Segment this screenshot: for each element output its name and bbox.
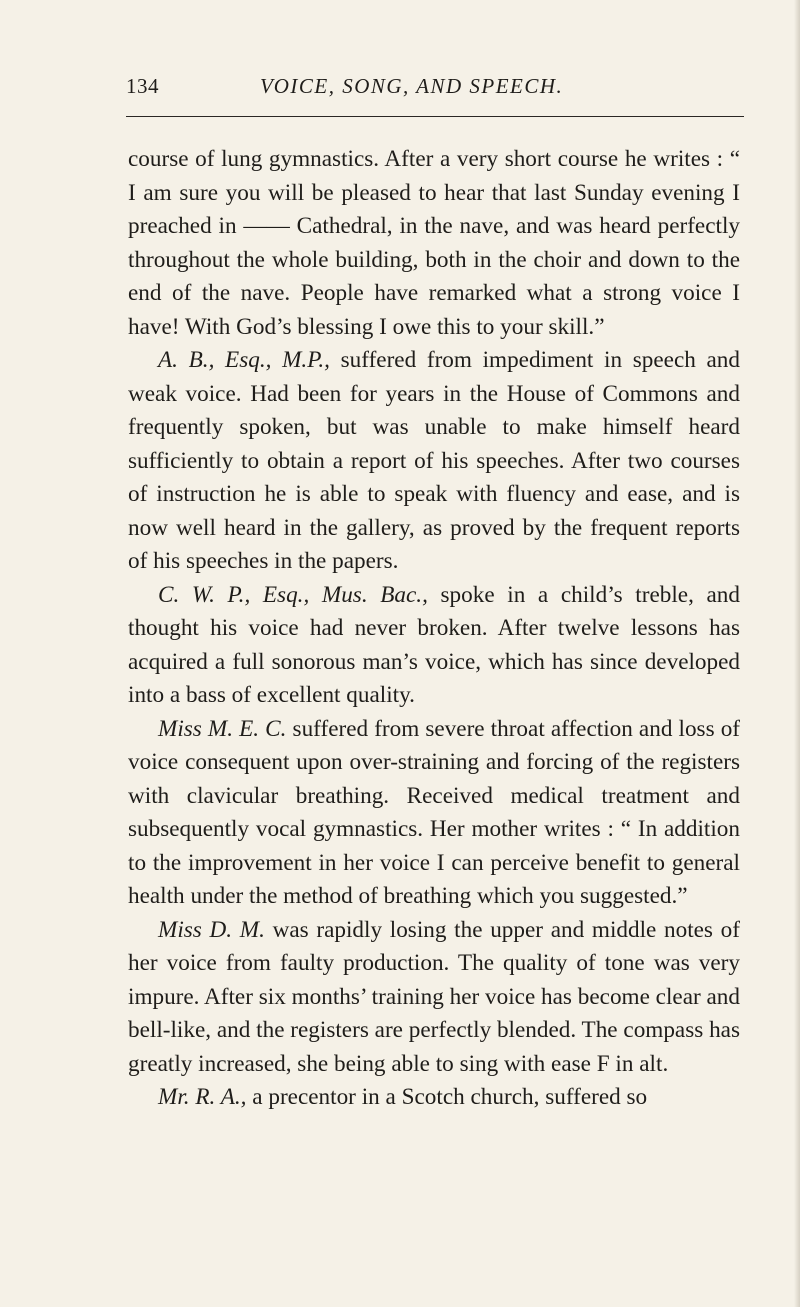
paragraph-ab: [128, 344, 740, 579]
page-header: [126, 74, 744, 108]
person-name: Miss D. M.: [158, 916, 265, 943]
person-name: Mr. R. A.,: [158, 1084, 247, 1110]
paragraph-ra: [128, 1081, 740, 1115]
paragraph-text: was rapidly losing the upper and middle notes of her voice from faulty production. The quality of tone was very impure. After six months’ training her voice has become clear and bell-like, and the registers are perfectly blended. The compass has greatly increased, she being able to sing with ease F in alt.: [128, 916, 740, 1077]
person-name: C. W. P., Esq., Mus. Bac.,: [158, 581, 428, 608]
paragraph-text: a precentor in a Scotch church, suffered so: [246, 1084, 648, 1110]
paragraph-continuation: [128, 143, 740, 344]
paragraph-text: suffered from impediment in speech and weak voice. Had been for years in the House of Commons and frequently spoken, but was unable to make himself heard sufficiently to obtain a report of his speeches. After two courses of instruction he is able to speak with fluency and ease, and is now well heard in the gallery, as proved by the frequent reports of his speeches in the papers.: [128, 347, 740, 574]
paragraph-mec: [128, 713, 740, 914]
person-name: A. B., Esq., M.P.,: [158, 347, 330, 373]
paragraph-cwp: [128, 579, 740, 713]
running-title: VOICE, SONG, AND SPEECH.: [260, 74, 564, 98]
paragraph-text: spoke in a child’s treble, and thought his voice had never broken. After twelve lessons has acquired a full sonorous man’s voice, which has since developed into a bass of excellent quality.: [128, 581, 740, 708]
scan-edge-shadow: [794, 0, 800, 1307]
person-name: Miss M. E. C.: [158, 715, 287, 742]
paragraph-text: course of lung gymnastics. After a very short course he writes : “ I am sure you will be pleased to hear that last Sunday evening I preached in —— Cathedral, in the nave, and was heard perfectly throughout the whole building, both in the choir and down to the end of the nave. People have remarked what a strong voice I have! With God’s blessing I owe this to your skill.”: [128, 146, 740, 340]
paragraph-dm: [128, 914, 740, 1082]
page-number: 134: [126, 74, 159, 98]
body-text: [128, 143, 740, 1115]
paragraph-text: suffered from severe throat affection and loss of voice consequent upon over-straining and forcing of the registers with clavicular breathing. Received medical treatment and subsequently vocal gymnastics. Her mother writes : “ In addition to the improvement in her voice I can perceive benefit to general health under the method of breathing which you suggested.”: [128, 715, 741, 909]
header-rule: [126, 116, 744, 117]
